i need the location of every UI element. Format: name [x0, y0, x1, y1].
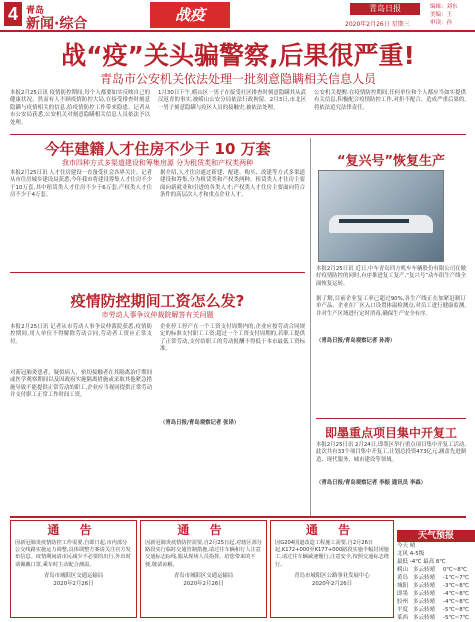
newspaper-logo: 青岛日报 — [350, 3, 420, 15]
weather-city: 胶州 — [397, 599, 409, 605]
weather-city: 城阳 — [397, 583, 409, 589]
designer-line: 美编：王 — [430, 12, 453, 18]
weather-temp: 0℃~8℃ — [443, 567, 467, 573]
notice-box-1 — [10, 520, 137, 618]
notice-box-2 — [140, 520, 267, 618]
page-number: 4 — [4, 2, 22, 26]
weather-city: 黄岛 — [397, 575, 409, 581]
notice-date: 2020年2月26日 — [311, 580, 353, 587]
divider — [316, 418, 466, 419]
weather-temp: -4℃~8℃ — [443, 591, 469, 597]
weather-temp: -5℃~8℃ — [443, 607, 469, 613]
notice-body: 因新冠肺炎疫情防控工作需要,自即日起,市内部分公交线路实施运力调整,具体调整方案请关注官方发布信息。疫情期间请市民减少不必要的出行,外出时请佩戴口罩,乘车时主动配合测温。 — [15, 540, 131, 568]
housing-body-col2: 据介绍,人才住房通过新建、配建、购买、改建等方式多渠道建设和筹集,分为租赁类和产权类两种。租赁类人才住房主要面向新就业和引进的各类人才;产权类人才住房主要面向符合条件的高层次人才和重点企业人才。 — [160, 170, 305, 199]
lead-subhead: 青岛市公安机关依法处理一批刻意隐瞒相关信息人员 — [99, 72, 376, 86]
notices-top-rule — [10, 516, 466, 518]
train-window-band — [339, 219, 409, 223]
notice-box-3 — [270, 520, 394, 618]
wages-credit: （青岛日报/青岛观察记者 张译） — [160, 420, 240, 426]
jimo-headline: 即墨重点项目集中开复工 — [324, 426, 457, 440]
weather-temp: 最低 -4℃ 最高 8℃ — [397, 559, 446, 565]
notice-signatory: 青岛市城阳区交通运输局 — [43, 572, 104, 579]
lead-body-col1: 本报2月25日讯 疫情防控期间,每个人都要如实反映自己的健康状况。然而有人不顾疫情防控大局,在接受排查时刻意隐瞒与疫情相关的信息,给疫情防控工作带来隐患。记者从市公安局获悉,公安机关对刻意隐瞒相关信息人员依法予以处理。 — [10, 90, 150, 126]
train-body-shape — [329, 215, 433, 233]
lead-body-col2: 1月30日下午,崂山区一男子在接受社区排查时刻意隐瞒其从武汉返青的事实,被崂山公安分局依法行政拘留。2月3日,市北区一男子刻意隐瞒与疫区人员的接触史,被依法处理。 — [158, 90, 306, 111]
section-label-top: 青岛 — [26, 6, 45, 16]
notice-body: 因G204国道改造工程施工需要,自2月26日起,K172+000至K177+000路段实施半幅封闭施工,请过往车辆减速慢行,注意安全,按照交通标志绕行。 — [275, 540, 389, 568]
weather-box — [397, 530, 475, 620]
wages-body-col1b: 对新冠肺炎患者、疑似病人、密切接触者在其隔离治疗期间或医学观察期间以及因政府实施隔离措施或采取其他紧急措施导致不能提供正常劳动的职工,企业应当视同提供正常劳动并支付职工正常工作时间工资。 — [10, 370, 152, 399]
weather-temp: -3℃~8℃ — [443, 583, 469, 589]
weather-cond: 多云转晴 — [413, 567, 436, 573]
jimo-body: 本报2月25日讯 2月24日,即墨区举行重点项目集中开复工活动,此次共有33个项目集中开复工,计划总投资473亿元,涵盖先进制造、现代服务、城市建设等领域。 — [316, 442, 466, 463]
lead-body-col3: 公安机关提醒:在疫情防控期间,任何单位和个人都应当如实提供有关信息,积极配合疫情防控工作,对拒不配合、造成严重后果的,将依法追究法律责任。 — [314, 90, 466, 111]
notice-date: 2020年2月26日 — [183, 580, 224, 587]
weather-row — [397, 566, 475, 574]
weather-title: 天气预报 — [397, 530, 475, 542]
reviewer-line: 审读：孙 — [430, 20, 453, 26]
wages-body-col2: 企业停工停产在一个工资支付周期内的,企业应按劳动合同规定的标准支付职工工资;超过一个工资支付周期的,若职工提供了正常劳动,支付给职工的劳动报酬不得低于本市最低工资标准。 — [160, 324, 305, 353]
fuxing-credit: （青岛日报/青岛观察记者 孙涛） — [316, 338, 396, 344]
weather-summary: 今天 晴 — [397, 543, 416, 549]
notice-date: 2020年2月26日 — [53, 580, 94, 587]
wages-subhead: 市劳动人事争议仲裁院解答有关问题 — [101, 311, 214, 319]
weather-row — [397, 614, 475, 622]
weather-city: 崂山 — [397, 567, 409, 573]
weather-row — [397, 574, 475, 582]
weather-cond: 多云转晴 — [413, 591, 436, 597]
wages-body-col1: 本报2月25日讯 记者从市劳动人事争议仲裁院获悉,疫情防控期间,用人单位不得解除劳动合同,劳动者工资应正常支付。 — [10, 324, 152, 345]
weather-temp: -1℃~7℃ — [443, 575, 469, 581]
weather-temp: -4℃~8℃ — [443, 599, 469, 605]
weather-cond: 多云转晴 — [413, 575, 436, 581]
weather-cond: 多云转晴 — [413, 615, 436, 621]
housing-headline: 今年建籍人才住房不少于 10 万套 — [44, 140, 271, 158]
housing-subhead: 我市四种方式多渠道建设和筹集房源 分为租赁类和产权类两种 — [61, 159, 254, 167]
notice-body: 因新冠肺炎疫情防控需要,自2月25日起,对辖区部分路段实行临时交通管制措施,请过往车辆和行人注意交通标志标线,服从现场人员指挥。给您带来的不便,敬请谅解。 — [145, 540, 262, 568]
train-photo — [318, 170, 444, 262]
lead-headline: 战“疫”关头骗警察,后果很严重! — [61, 41, 415, 70]
wages-headline: 疫情防控期间工资怎么发? — [70, 292, 245, 310]
weather-cond: 多云转晴 — [413, 607, 436, 613]
weather-city: 莱西 — [397, 615, 409, 621]
fuxing-headline: “复兴号”恢复生产 — [336, 154, 446, 169]
divider — [10, 272, 305, 273]
notice-title: 通 告 — [177, 523, 230, 537]
weather-city-list — [397, 566, 475, 622]
weather-row — [397, 598, 475, 606]
weather-cond: 多云转晴 — [413, 599, 436, 605]
issue-date: 2020年2月26日 星期三 — [345, 21, 410, 28]
notice-title: 通 告 — [47, 523, 100, 537]
weather-row — [397, 606, 475, 614]
housing-body-col1: 本报2月25日讯 人才住房建设一直备受社会各界关注。记者从市住房城乡建设局获悉,今年我市将建设筹集人才住房不少于10万套,其中租赁类人才住房不少于6万套,产权类人才住房不少于4万套。 — [10, 170, 152, 199]
divider — [10, 134, 466, 135]
weather-row — [397, 590, 475, 598]
editor-line: 编辑：刘东 — [430, 4, 458, 10]
editor-credits — [430, 3, 474, 27]
jimo-credit: （青岛日报/青岛观察记者 李振 通讯员 李森） — [316, 480, 427, 486]
notice-signatory: 青岛市城阳区交通运输局 — [173, 572, 234, 579]
section-label-main: 新闻·综合 — [26, 16, 88, 32]
weather-city: 平度 — [397, 607, 409, 613]
notice-signatory: 青岛市城阳区公路事业发展中心 — [294, 572, 370, 579]
weather-wind: 北风 4-5级 — [397, 551, 425, 557]
weather-cond: 多云转晴 — [413, 583, 436, 589]
column-divider — [310, 138, 311, 518]
weather-city: 即墨 — [397, 591, 409, 597]
fuxing-body-p1: 本报2月25日讯 近日,中车青岛四方机车车辆股份有限公司在做好疫情防控的同时,有序推进复工复产,“复兴号”动车组生产线全面恢复运转。 — [316, 266, 466, 287]
banner-title: 战疫 — [150, 2, 230, 28]
weather-row — [397, 582, 475, 590]
fuxing-body-p2: 据了解,目前企业复工率已超过90%,各生产线正在加紧赶制订单产品。企业在厂区入口设置体温检测点,对员工进行健康监测,并对生产区域进行定时消毒,确保生产安全有序。 — [316, 296, 466, 317]
notice-title: 通 告 — [305, 523, 359, 537]
weather-temp: -5℃~7℃ — [443, 615, 469, 621]
